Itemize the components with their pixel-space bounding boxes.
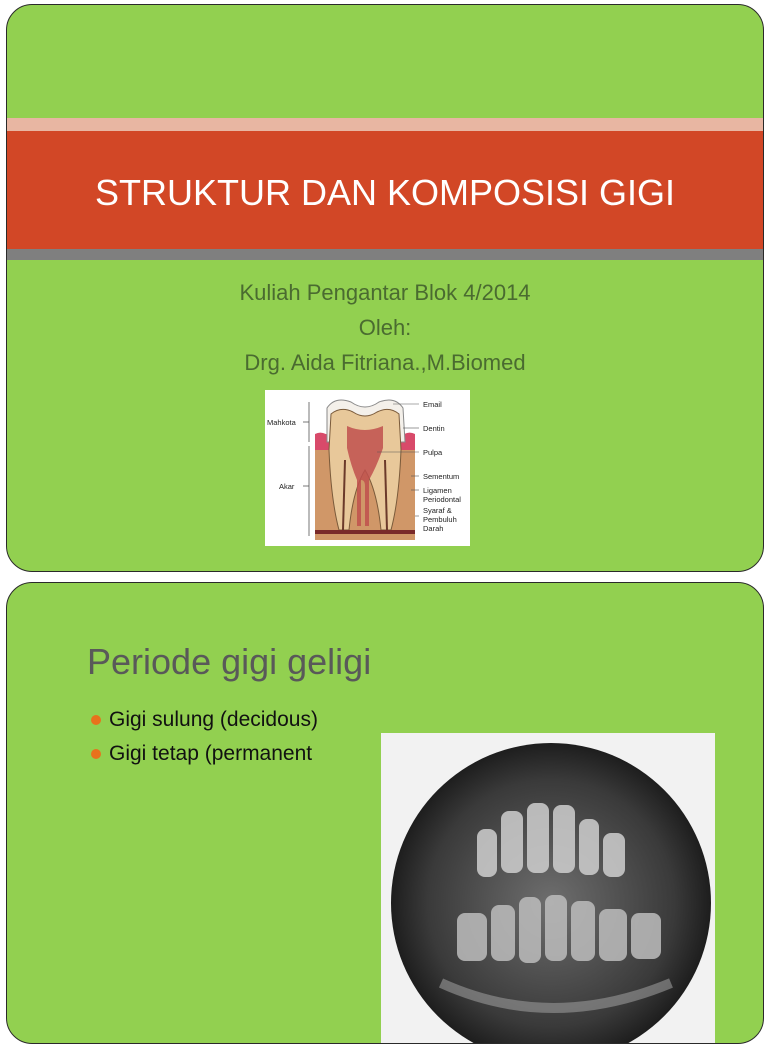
dental-xray-image [381, 733, 715, 1043]
title-band [7, 131, 763, 249]
slide-subtitle [7, 275, 763, 380]
label-ligamen: Ligamen [423, 486, 452, 495]
bullet-text: Gigi sulung (decidous) [109, 708, 318, 731]
label-dentin: Dentin [423, 424, 445, 433]
subtitle-line-author: Drg. Aida Fitriana.,M.Biomed [244, 350, 526, 375]
bullet-dot-icon [91, 749, 101, 759]
label-pulpa: Pulpa [423, 448, 443, 457]
label-syaraf: Syaraf & [423, 506, 452, 515]
tooth-structure-diagram [265, 390, 470, 546]
slide-title [6, 4, 764, 572]
slide-periode [6, 582, 764, 1044]
bullet-dot-icon [91, 715, 101, 725]
subtitle-line-by: Oleh: [358, 315, 412, 340]
label-akar: Akar [279, 482, 295, 491]
bullet-item [91, 737, 318, 771]
bullet-item [91, 703, 318, 737]
subtitle-line-course: Kuliah Pengantar Blok 4/2014 [239, 280, 531, 305]
bullet-text: Gigi tetap (permanent [109, 742, 313, 765]
label-sementum: Sementum [423, 472, 460, 481]
label-email: Email [423, 400, 442, 409]
slide-title-text: STRUKTUR DAN KOMPOSISI GIGI [94, 171, 676, 213]
title-band-top-stripe [7, 118, 763, 131]
label-darah: Darah [423, 524, 444, 533]
xray-illustration [381, 733, 715, 1043]
bullet-list [91, 703, 318, 771]
title-band-bottom-stripe [7, 249, 763, 260]
label-mahkota: Mahkota [267, 418, 296, 427]
label-periodontal: Periodontal [423, 495, 461, 504]
slide2-title: Periode gigi geligi [87, 641, 372, 682]
label-pembuluh: Pembuluh [423, 515, 457, 524]
